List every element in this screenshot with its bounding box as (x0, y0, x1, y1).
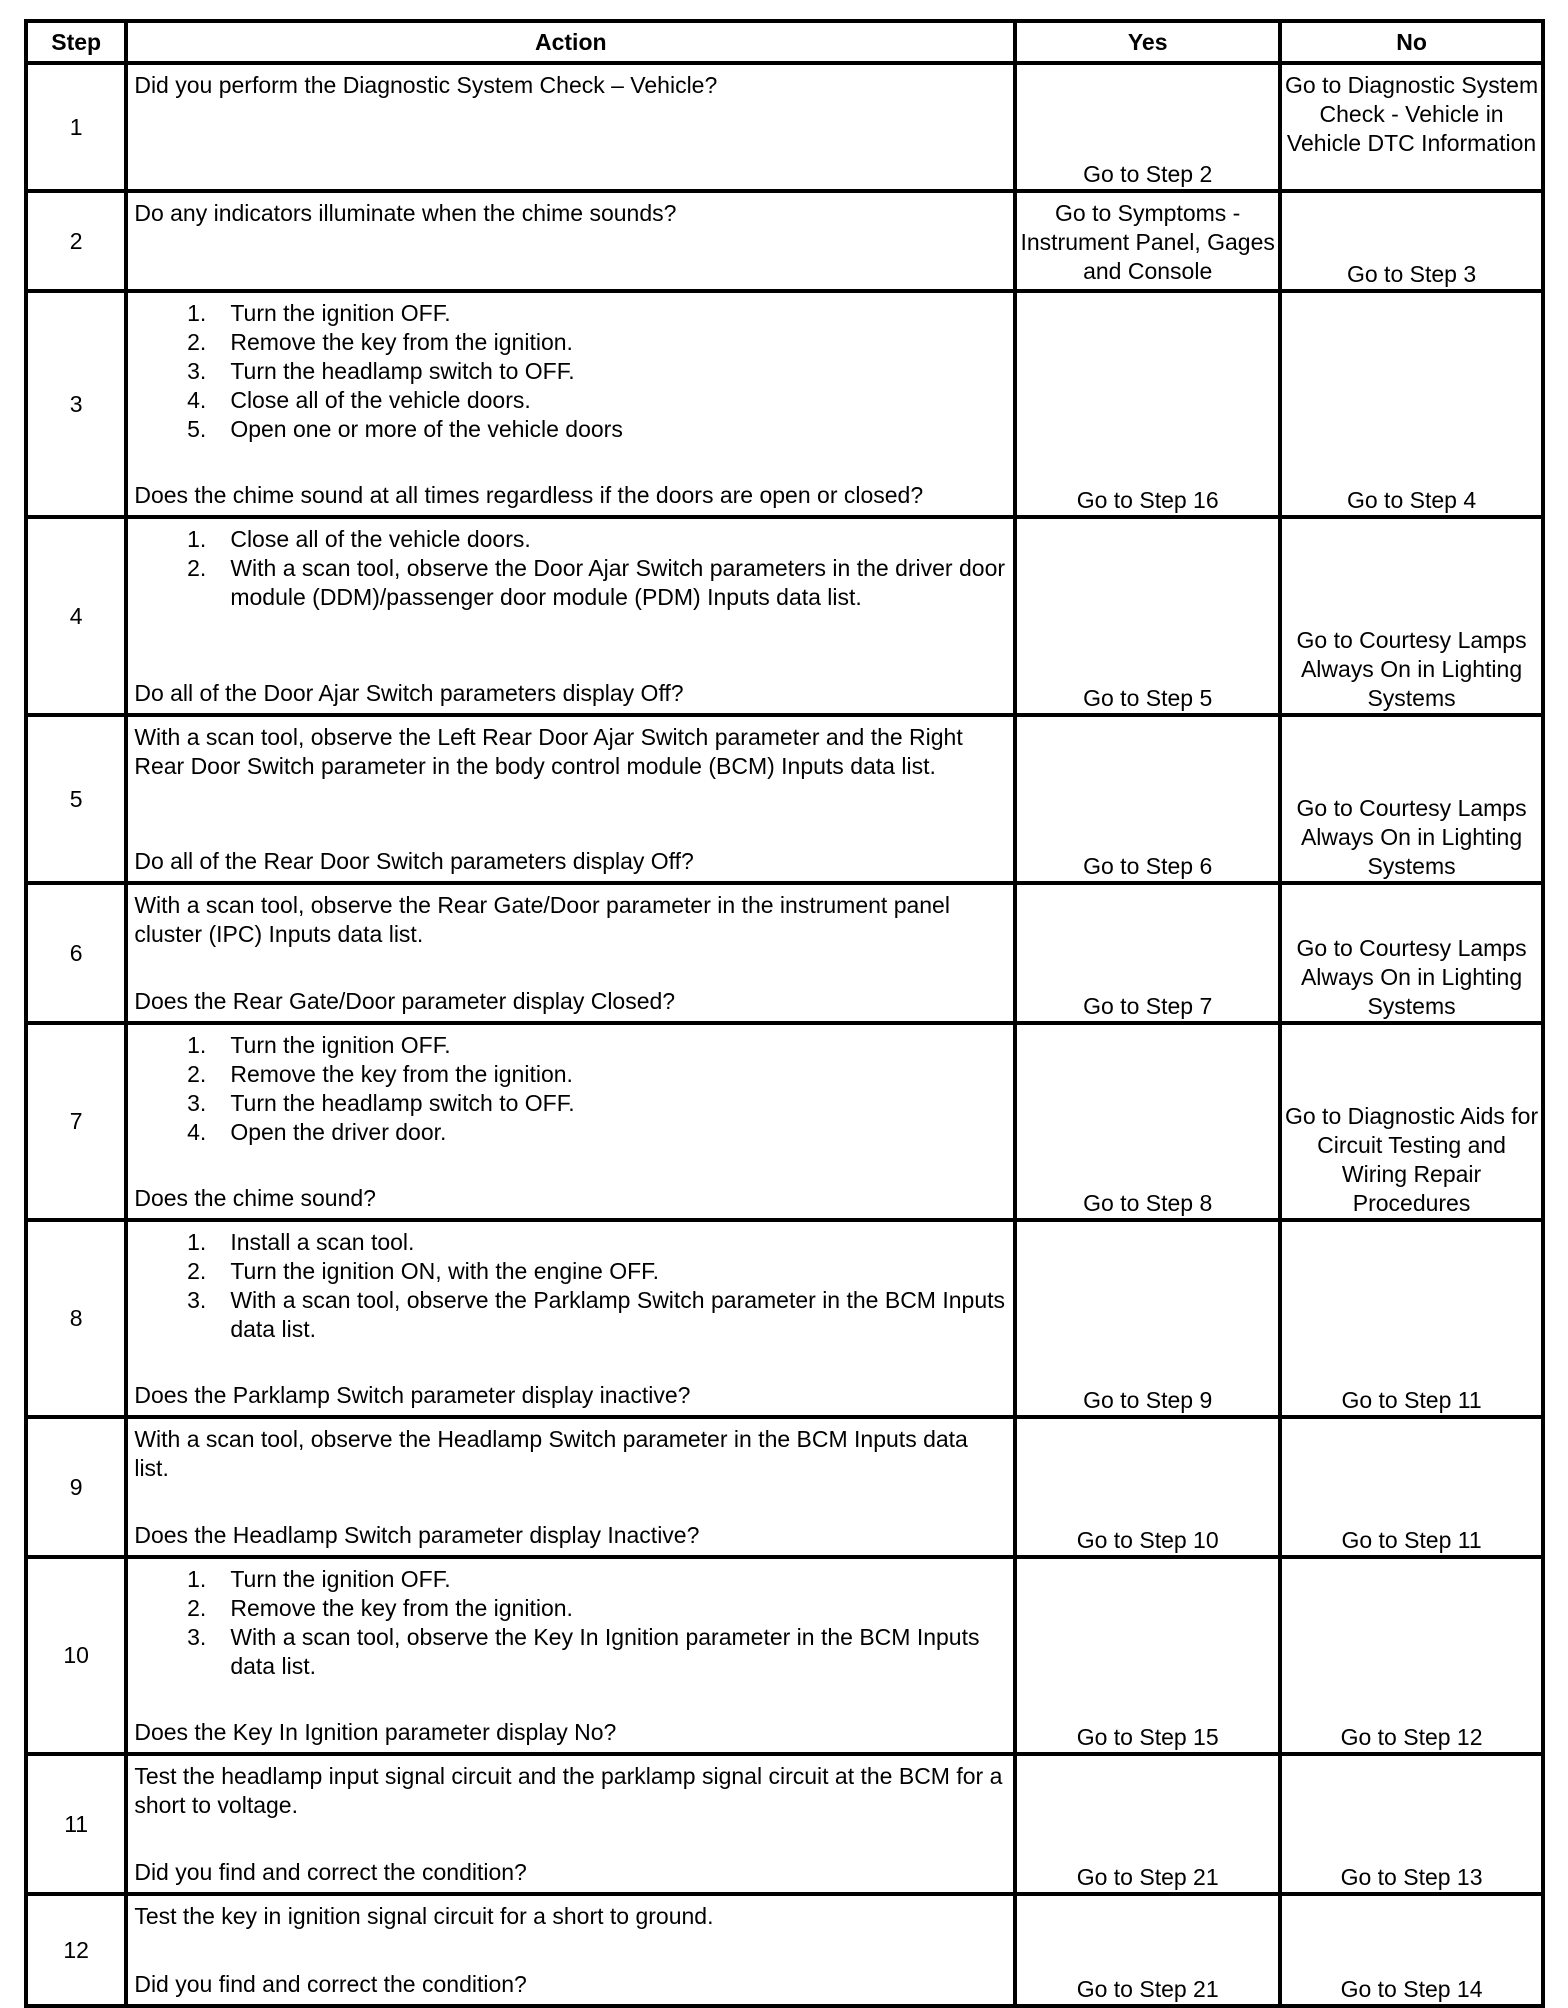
no-result: Go to Step 13 (1280, 1754, 1543, 1894)
action-top (134, 199, 1007, 228)
procedure-item (134, 1565, 1007, 1594)
action-top (134, 1902, 1007, 1931)
step-number: 7 (26, 1023, 126, 1220)
action-question: Did you find and correct the condition? (134, 1859, 527, 1885)
header-step: Step (26, 21, 126, 63)
table-row (26, 1557, 1543, 1754)
step-number: 9 (26, 1417, 126, 1557)
action-question: Does the chime sound? (134, 1185, 376, 1211)
action-cell (126, 1417, 1015, 1557)
yes-result: Go to Step 5 (1015, 517, 1280, 715)
action-question: Does the Parklamp Switch parameter display inactive? (134, 1382, 691, 1408)
procedure-item-number: 2. (187, 1258, 207, 1284)
step-number: 6 (26, 883, 126, 1023)
yes-result: Go to Step 21 (1015, 1754, 1280, 1894)
no-result: Go to Diagnostic System Check - Vehicle in Vehicle DTC Information (1280, 63, 1543, 191)
table-row (26, 1417, 1543, 1557)
step-number: 3 (26, 291, 126, 517)
action-top (134, 299, 1007, 444)
header-yes: Yes (1015, 21, 1280, 63)
header-no: No (1280, 21, 1543, 63)
procedure-item (134, 1228, 1007, 1257)
action-top (134, 1565, 1007, 1681)
yes-result: Go to Symptoms - Instrument Panel, Gages and Console (1015, 191, 1280, 291)
procedure-list (134, 299, 1007, 444)
action-question: Do all of the Rear Door Switch parameters display Off? (134, 848, 694, 874)
procedure-item (134, 525, 1007, 554)
procedure-list (134, 1565, 1007, 1681)
action-text: Test the headlamp input signal circuit and the parklamp signal circuit at the BCM for a short to voltage. (134, 1763, 1003, 1818)
procedure-item-text: Install a scan tool. (230, 1229, 415, 1255)
no-result: Go to Courtesy Lamps Always On in Lighting Systems (1280, 517, 1543, 715)
procedure-item-number: 2. (187, 329, 207, 355)
action-question: Did you find and correct the condition? (134, 1971, 527, 1997)
procedure-item-number: 1. (187, 1032, 207, 1058)
step-number: 2 (26, 191, 126, 291)
step-number: 11 (26, 1754, 126, 1894)
header-action: Action (126, 21, 1015, 63)
procedure-item-number: 3. (187, 1287, 207, 1313)
yes-result: Go to Step 15 (1015, 1557, 1280, 1754)
action-content (128, 1419, 1013, 1555)
procedure-item-text: Remove the key from the ignition. (230, 1595, 573, 1621)
action-content (128, 1896, 1013, 2004)
action-top (134, 1031, 1007, 1147)
action-content (128, 293, 1013, 515)
no-result: Go to Step 11 (1280, 1417, 1543, 1557)
procedure-list (134, 1031, 1007, 1147)
procedure-item-number: 1. (187, 1229, 207, 1255)
yes-result: Go to Step 2 (1015, 63, 1280, 191)
yes-result: Go to Step 9 (1015, 1220, 1280, 1417)
procedure-item (134, 1257, 1007, 1286)
procedure-item (134, 1060, 1007, 1089)
action-cell (126, 191, 1015, 291)
table-row (26, 883, 1543, 1023)
procedure-item-number: 1. (187, 1566, 207, 1592)
action-text: Do any indicators illuminate when the chime sounds? (134, 200, 677, 226)
table-row (26, 1754, 1543, 1894)
procedure-item (134, 1623, 1007, 1681)
no-result: Go to Courtesy Lamps Always On in Lighting Systems (1280, 715, 1543, 883)
procedure-item-text: Turn the headlamp switch to OFF. (230, 358, 575, 384)
procedure-item (134, 328, 1007, 357)
action-text: With a scan tool, observe the Rear Gate/Door parameter in the instrument panel cluster (IPC) Inputs data list. (134, 892, 950, 947)
procedure-item-text: Turn the ignition ON, with the engine OFF. (230, 1258, 660, 1284)
action-question: Do all of the Door Ajar Switch parameters display Off? (134, 680, 684, 706)
action-top (134, 1228, 1007, 1344)
action-top (134, 71, 1007, 100)
yes-result: Go to Step 7 (1015, 883, 1280, 1023)
procedure-item-number: 3. (187, 1090, 207, 1116)
diagnostic-table (24, 19, 1545, 2008)
procedure-item (134, 299, 1007, 328)
table-row (26, 715, 1543, 883)
yes-result: Go to Step 8 (1015, 1023, 1280, 1220)
action-content (128, 1559, 1013, 1752)
step-number: 12 (26, 1894, 126, 2006)
procedure-item-number: 2. (187, 1595, 207, 1621)
procedure-item (134, 1286, 1007, 1344)
action-cell (126, 1023, 1015, 1220)
action-cell (126, 715, 1015, 883)
action-top (134, 723, 1007, 781)
action-content (128, 1756, 1013, 1892)
action-text: With a scan tool, observe the Left Rear Door Ajar Switch parameter and the Right Rear Door Switch parameter in the body control module (BCM) Inputs data list. (134, 724, 963, 779)
no-result: Go to Step 11 (1280, 1220, 1543, 1417)
procedure-list (134, 1228, 1007, 1344)
action-cell (126, 883, 1015, 1023)
procedure-item-number: 4. (187, 1119, 207, 1145)
table-row (26, 191, 1543, 291)
action-top (134, 891, 1007, 949)
action-content (128, 717, 1013, 881)
no-result: Go to Diagnostic Aids for Circuit Testing and Wiring Repair Procedures (1280, 1023, 1543, 1220)
step-number: 8 (26, 1220, 126, 1417)
action-cell (126, 63, 1015, 191)
procedure-item-text: With a scan tool, observe the Parklamp Switch parameter in the BCM Inputs data list. (230, 1287, 1006, 1342)
action-content (128, 885, 1013, 1021)
step-number: 4 (26, 517, 126, 715)
procedure-item-text: Remove the key from the ignition. (230, 329, 573, 355)
yes-result: Go to Step 21 (1015, 1894, 1280, 2006)
procedure-list (134, 525, 1007, 612)
procedure-item (134, 1089, 1007, 1118)
procedure-item-text: With a scan tool, observe the Door Ajar Switch parameters in the driver door module (DDM)/passenger door module (PDM) Inputs data list. (230, 555, 1006, 610)
procedure-item-number: 1. (187, 526, 207, 552)
action-cell (126, 1754, 1015, 1894)
action-text: Test the key in ignition signal circuit for a short to ground. (134, 1903, 714, 1929)
no-result: Go to Step 4 (1280, 291, 1543, 517)
procedure-item-number: 2. (187, 555, 207, 581)
action-cell (126, 1894, 1015, 2006)
step-number: 1 (26, 63, 126, 191)
no-result: Go to Step 12 (1280, 1557, 1543, 1754)
action-content (128, 1025, 1013, 1218)
no-result: Go to Step 14 (1280, 1894, 1543, 2006)
yes-result: Go to Step 6 (1015, 715, 1280, 883)
procedure-item (134, 1594, 1007, 1623)
table-row (26, 291, 1543, 517)
procedure-item-text: Open one or more of the vehicle doors (230, 416, 623, 442)
action-content (128, 65, 1013, 189)
action-content (128, 193, 1013, 289)
table-row (26, 517, 1543, 715)
action-text: With a scan tool, observe the Headlamp Switch parameter in the BCM Inputs data list. (134, 1426, 968, 1481)
action-top (134, 1425, 1007, 1483)
procedure-item-text: Turn the ignition OFF. (230, 1032, 451, 1058)
step-number: 5 (26, 715, 126, 883)
procedure-item-text: Open the driver door. (230, 1119, 447, 1145)
action-question: Does the Rear Gate/Door parameter display Closed? (134, 988, 676, 1014)
table-row (26, 63, 1543, 191)
yes-result: Go to Step 16 (1015, 291, 1280, 517)
table-row (26, 1023, 1543, 1220)
procedure-item-number: 3. (187, 1624, 207, 1650)
procedure-item (134, 1118, 1007, 1147)
action-cell (126, 1220, 1015, 1417)
no-result: Go to Courtesy Lamps Always On in Lighting Systems (1280, 883, 1543, 1023)
procedure-item-text: Turn the ignition OFF. (230, 300, 451, 326)
procedure-item (134, 415, 1007, 444)
procedure-item-text: With a scan tool, observe the Key In Ignition parameter in the BCM Inputs data list. (230, 1624, 980, 1679)
procedure-item (134, 386, 1007, 415)
table-row (26, 1894, 1543, 2006)
action-question: Does the Headlamp Switch parameter display Inactive? (134, 1522, 700, 1548)
procedure-item-number: 5. (187, 416, 207, 442)
procedure-item-text: Turn the headlamp switch to OFF. (230, 1090, 575, 1116)
action-content (128, 1222, 1013, 1415)
action-content (128, 519, 1013, 713)
action-text: Did you perform the Diagnostic System Check – Vehicle? (134, 72, 718, 98)
action-question: Does the Key In Ignition parameter display No? (134, 1719, 617, 1745)
procedure-item-text: Turn the ignition OFF. (230, 1566, 451, 1592)
step-number: 10 (26, 1557, 126, 1754)
procedure-item (134, 1031, 1007, 1060)
yes-result: Go to Step 10 (1015, 1417, 1280, 1557)
action-top (134, 525, 1007, 612)
procedure-item-number: 1. (187, 300, 207, 326)
no-result: Go to Step 3 (1280, 191, 1543, 291)
table-body (26, 63, 1543, 2006)
action-cell (126, 1557, 1015, 1754)
procedure-item-text: Close all of the vehicle doors. (230, 526, 531, 552)
table-row (26, 1220, 1543, 1417)
procedure-item (134, 357, 1007, 386)
procedure-item-text: Remove the key from the ignition. (230, 1061, 573, 1087)
procedure-item-text: Close all of the vehicle doors. (230, 387, 531, 413)
procedure-item-number: 4. (187, 387, 207, 413)
action-cell (126, 291, 1015, 517)
action-question: Does the chime sound at all times regardless if the doors are open or closed? (134, 482, 924, 508)
procedure-item-number: 3. (187, 358, 207, 384)
procedure-item-number: 2. (187, 1061, 207, 1087)
procedure-item (134, 554, 1007, 612)
header-row (26, 21, 1543, 63)
action-cell (126, 517, 1015, 715)
action-top (134, 1762, 1007, 1820)
